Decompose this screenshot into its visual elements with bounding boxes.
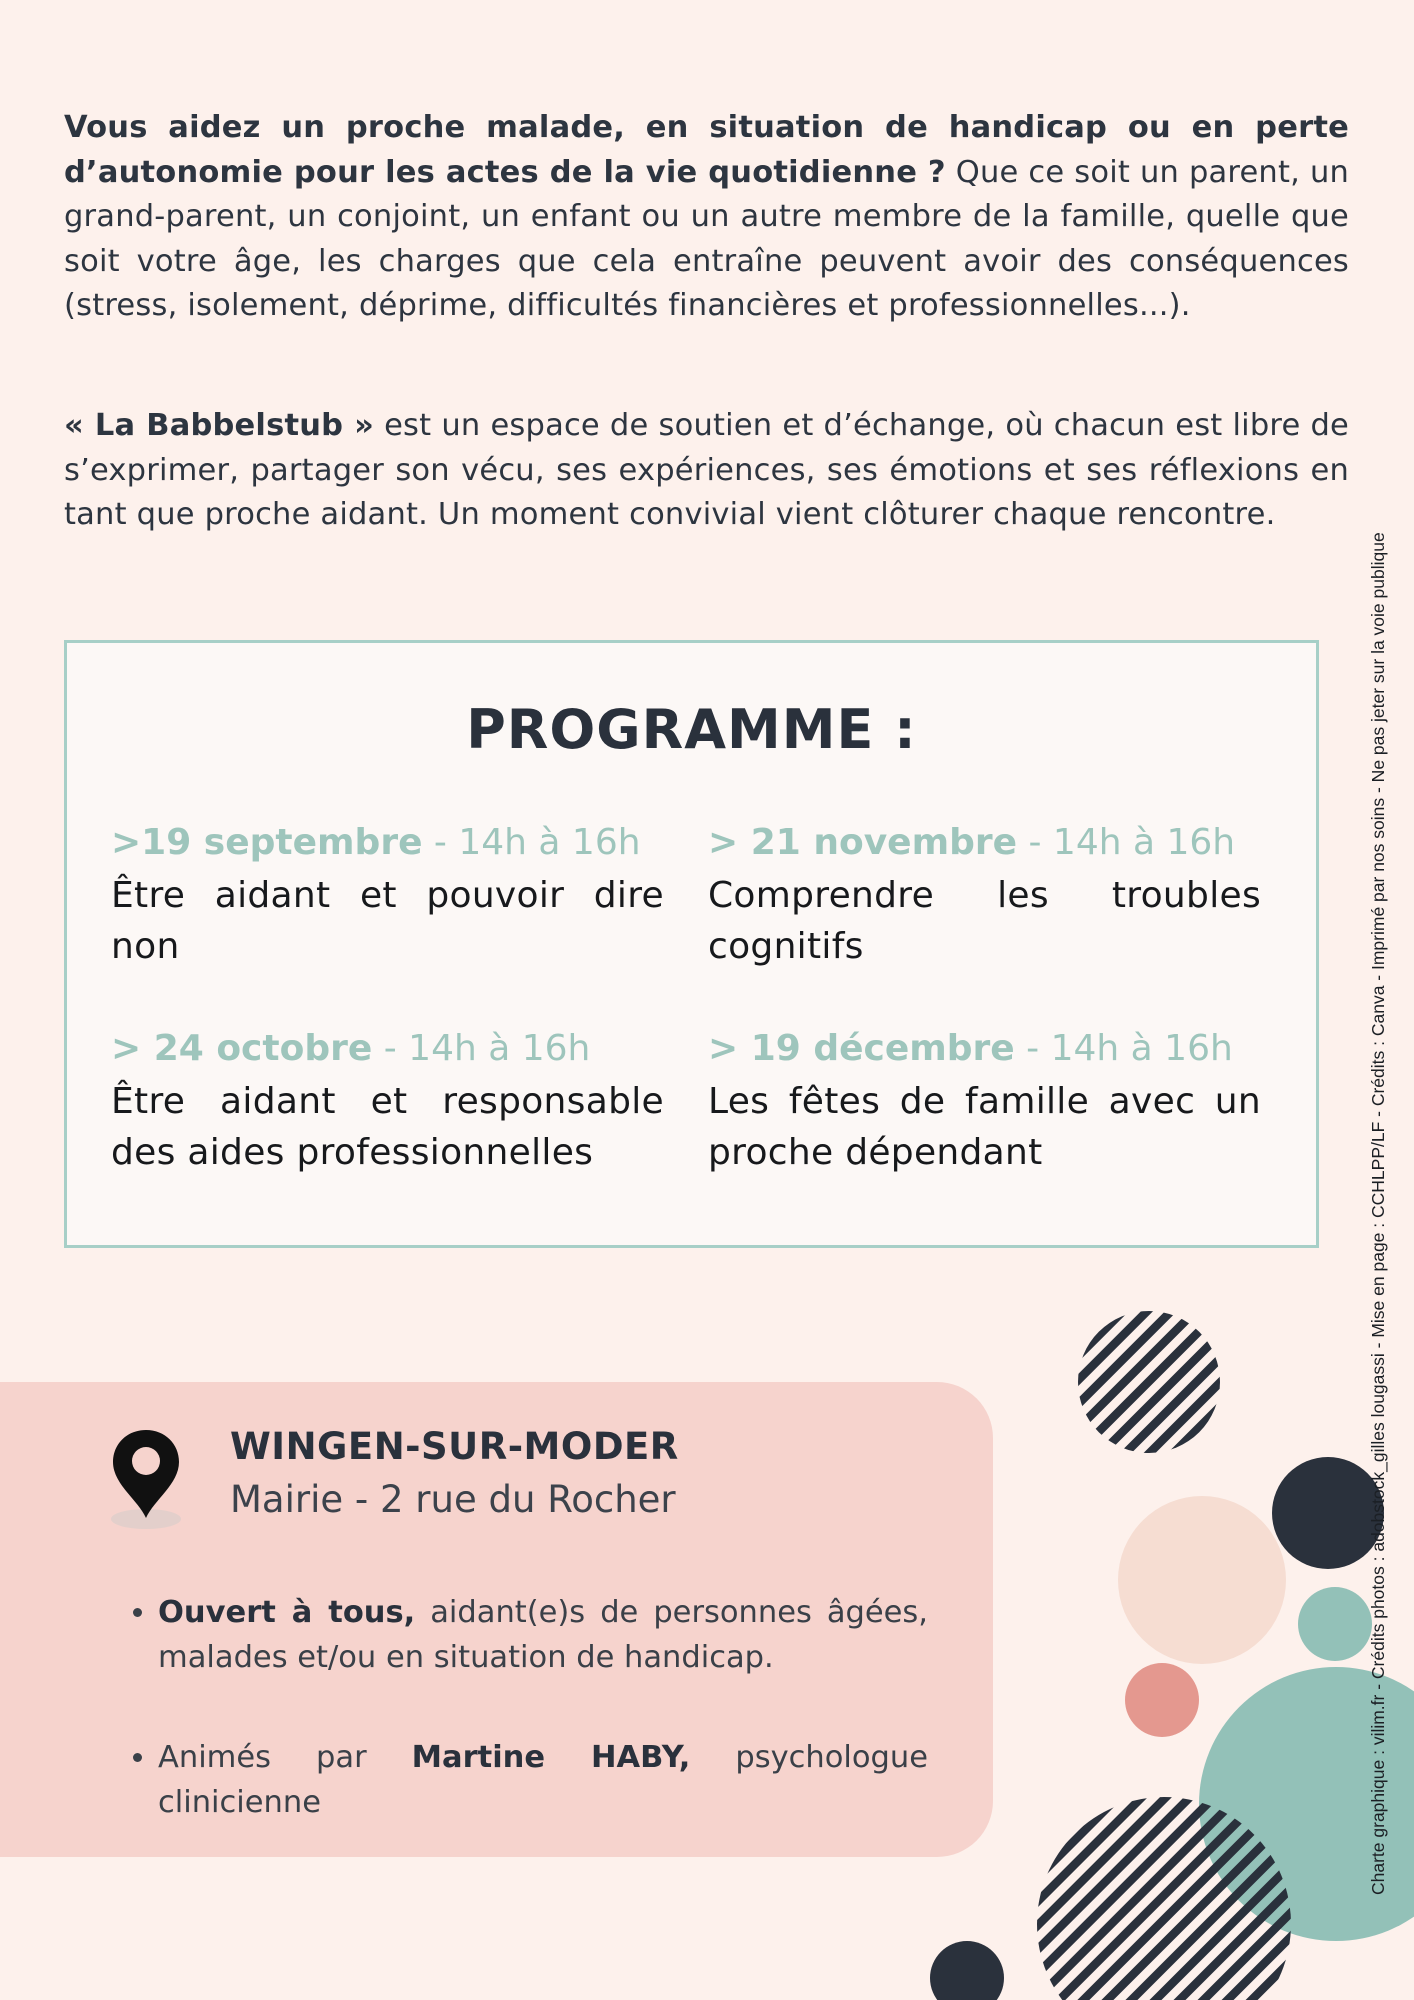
list-item-bold: Ouvert à tous, [158,1595,416,1630]
striped-circle-top [1078,1311,1220,1453]
programme-topic: Être aidant et responsable des aides professionnelles [111,1081,664,1173]
list-item-prefix: Animés par [158,1740,412,1775]
location-address: Mairie - 2 rue du Rocher [230,1478,676,1521]
programme-time: - 14h à 16h [1017,822,1236,863]
programme-date: >19 septembre [111,822,423,863]
intro-bold-question: Vous aidez un proche malade, en situation de handicap ou en perte d’autonomie pour les actes de la vie quotidienne ? [64,110,1349,190]
programme-date: > 19 décembre [708,1028,1015,1069]
location-town: WINGEN-SUR-MODER [230,1425,679,1468]
programme-time: - 14h à 16h [372,1028,591,1069]
programme-date: > 24 octobre [111,1028,373,1069]
list-item-text: aidant(e)s de personnes âgées, malades et/ou en situation de handicap. [158,1595,929,1675]
programme-date: > 21 novembre [708,822,1018,863]
beige-circle [1118,1496,1286,1664]
coral-circle [1125,1663,1199,1737]
info-list [120,1591,928,1881]
programme-time: - 14h à 16h [422,822,641,863]
programme-topic: Comprendre les troubles cognitifs [708,875,1261,967]
teal-small-circle [1298,1587,1372,1661]
list-item [158,1736,928,1825]
programme-title: PROGRAMME : [466,698,917,761]
list-item-text: psychologue clinicienne [158,1740,928,1820]
map-pin-icon [110,1428,182,1530]
babbelstub-name: « La Babbelstub » [64,408,375,443]
credits-vertical-text: Charte graphique : vilim.fr - Crédits photos : adobstock_gilles lougassi - Mise en page : CCHLPP/LF - Crédits : Canva - Imprimé par nos soins - Ne pas jeter sur la voie publique [1368,532,1388,1895]
programme-time: - 14h à 16h [1014,1028,1233,1069]
intro-text: Que ce soit un parent, un grand-parent, un conjoint, un enfant ou un autre membre de la famille, quelle que soit votre âge, les charges que cela entraîne peuvent avoir des conséquences (stress, isolement, déprime, difficultés financières et professionnelles...). [64,154,1350,323]
babbelstub-text: est un espace de soutien et d’échange, où chacun est libre de s’exprimer, partager son vécu, ses expériences, ses émotions et ses réflexions en tant que proche aidant. Un moment convivial vient clôturer chaque rencontre. [64,408,1349,532]
list-item [158,1591,928,1680]
programme-topic: Être aidant et pouvoir dire non [111,875,664,967]
programme-topic: Les fêtes de famille avec un proche dépendant [708,1081,1261,1173]
facilitator-name: Martine HABY, [411,1740,691,1775]
dark-small-circle [930,1941,1004,2000]
